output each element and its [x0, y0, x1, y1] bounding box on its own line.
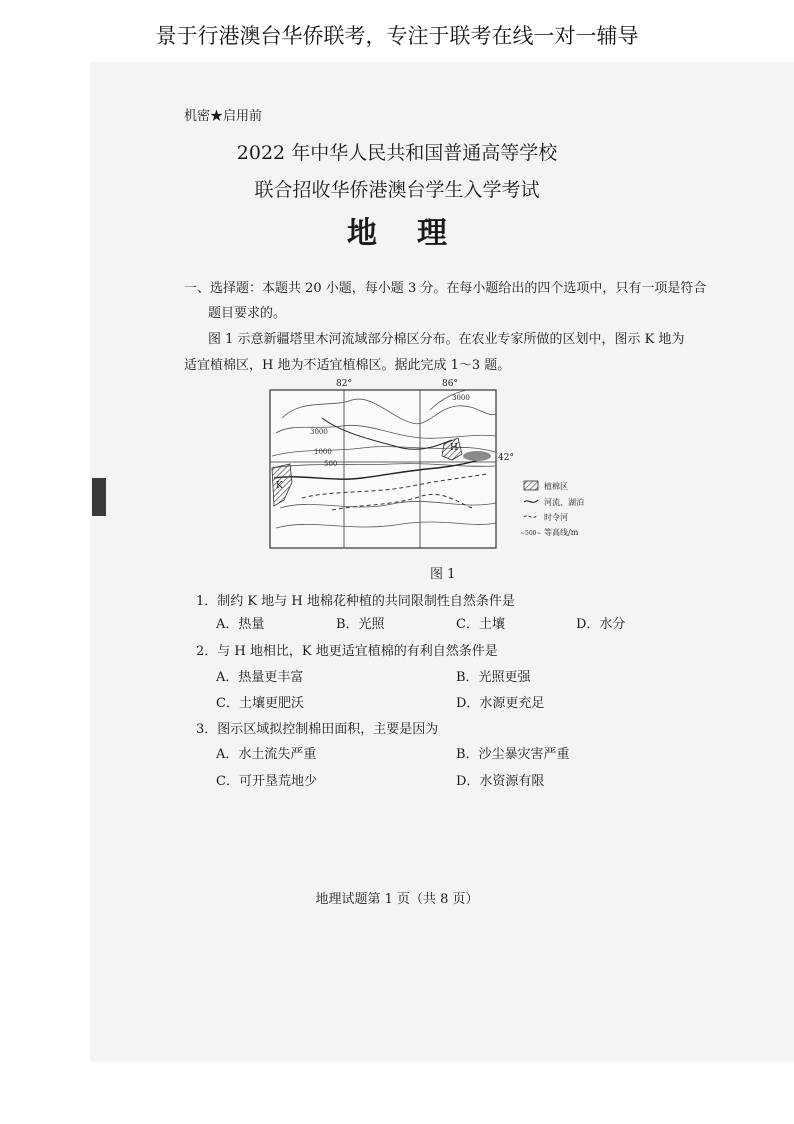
question-3-option-c: C．可开垦荒地少	[216, 774, 317, 789]
tarim-cotton-map	[262, 378, 602, 553]
point-label-k: K	[276, 481, 283, 491]
legend-river-swatch	[524, 500, 538, 502]
lon-label-86: 86°	[442, 379, 458, 389]
legend-river-label: 河流、湖泊	[544, 498, 584, 507]
question-2-stem: 2．与 H 地相比，K 地更适宜植棉的有利自然条件是	[196, 644, 498, 659]
header-banner: 景于行港澳台华侨联考，专注于联考在线一对一辅导	[155, 24, 639, 48]
question-3-option-d: D．水资源有限	[456, 774, 545, 789]
question-2-option-c: C．土壤更肥沃	[216, 696, 304, 711]
figure-caption: 图 1	[430, 567, 456, 582]
question-2-option-d: D．水源更充足	[456, 696, 545, 711]
contour-label-3000: 3000	[310, 428, 328, 436]
exam-title-line2: 联合招收华侨港澳台学生入学考试	[254, 179, 540, 201]
question-1-stem: 1．制约 K 地与 H 地棉花种植的共同限制性自然条件是	[196, 594, 515, 609]
question-1-option-a: A．热量	[216, 617, 265, 632]
figure-intro: 图 1 示意新疆塔里木河流域部分棉区分布。在农业专家所做的区划中，图示 K 地为	[208, 332, 685, 347]
section-heading-cont: 题目要求的。	[208, 306, 287, 321]
subject-title: 地理	[347, 216, 487, 251]
legend-contour-swatch: ~500~	[520, 530, 542, 537]
question-3-stem: 3．图示区域拟控制棉田面积，主要是因为	[196, 722, 439, 737]
lon-label-82: 82°	[336, 379, 352, 389]
question-3-option-b: B．沙尘暴灾害严重	[456, 747, 570, 762]
lake	[463, 451, 491, 461]
contour-label-1000: 1000	[314, 448, 332, 456]
question-2-option-b: B．光照更强	[456, 670, 531, 685]
scan-binding-mark	[92, 478, 106, 516]
question-2-option-a: A．热量更丰富	[216, 670, 304, 685]
contour-label-3000-east: 3000	[452, 394, 470, 402]
question-1-option-b: B．光照	[336, 617, 385, 632]
legend-contour-label: 等高线/m	[544, 528, 579, 537]
section-heading: 一、选择题：本题共 20 小题，每小题 3 分。在每小题给出的四个选项中，只有一项是符合	[184, 281, 707, 296]
figure-intro-cont: 适宜植棉区，H 地为不适宜植棉区。据此完成 1～3 题。	[184, 358, 511, 373]
page-footer: 地理试题第 1 页（共 8 页）	[315, 892, 479, 907]
exam-title-line1: 2022 年中华人民共和国普通高等学校	[236, 142, 558, 164]
lat-label-42: 42°	[498, 453, 514, 463]
question-3-option-a: A．水土流失严重	[216, 747, 317, 762]
legend-seasonal-swatch	[524, 515, 538, 517]
question-1-option-d: D．水分	[576, 617, 626, 632]
question-1-option-c: C．土壤	[456, 617, 505, 632]
legend-seasonal-label: 时令河	[544, 513, 568, 522]
point-label-h: H	[450, 443, 458, 453]
legend-cotton-swatch	[524, 481, 538, 490]
legend-cotton-label: 植棉区	[544, 482, 568, 491]
confidential-mark: 机密★启用前	[184, 109, 263, 124]
contour-label-500: 500	[324, 460, 338, 468]
